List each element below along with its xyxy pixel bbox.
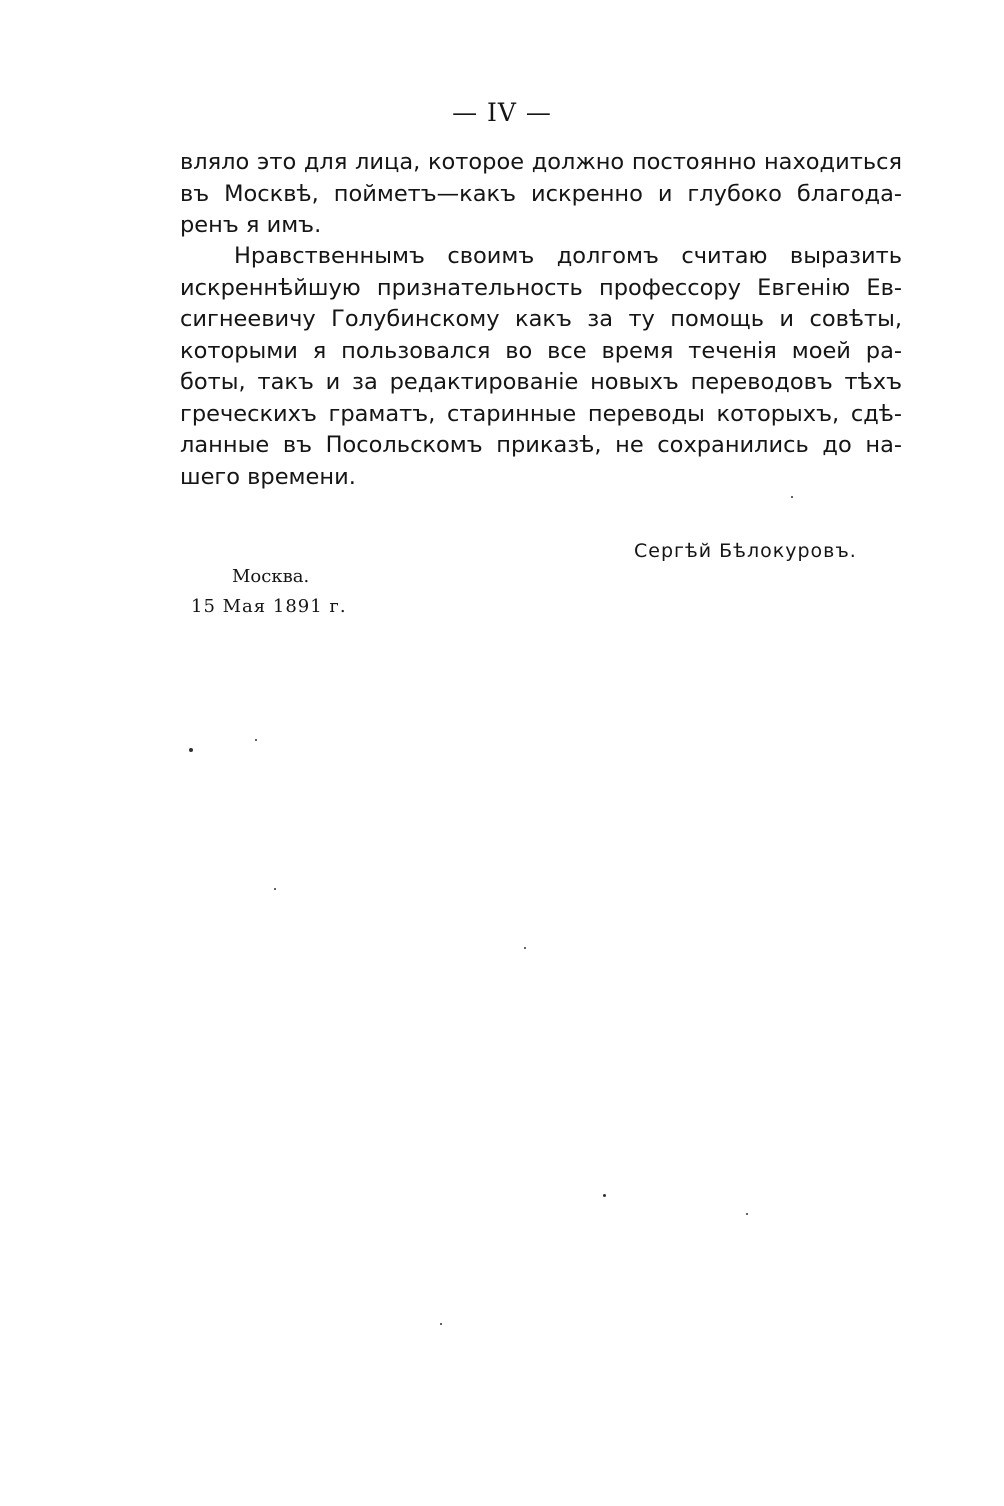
- text-line: шего времени.: [180, 463, 356, 490]
- paragraph-continuation: [180, 147, 902, 242]
- date-of-writing: 15 Мая 1891 г.: [191, 596, 347, 617]
- scan-speck: [440, 1323, 442, 1325]
- text-line: искреннѣйшую признательность профессору Евгенію Ев-: [180, 274, 902, 301]
- scan-speck: [603, 1194, 606, 1197]
- text-line: въ Москвѣ, пойметъ—какъ искренно и глубоко благода-: [180, 180, 902, 207]
- scan-speck: [746, 1213, 748, 1215]
- place-of-writing: Москва.: [232, 566, 310, 587]
- text-line: греческихъ граматъ, старинные переводы которыхъ, сдѣ-: [180, 400, 902, 427]
- text-line: которыми я пользовался во все время теченія моей ра-: [180, 337, 902, 364]
- text-line: боты, такъ и за редактированіе новыхъ переводовъ тѣхъ: [180, 369, 902, 395]
- author-signature: Сергѣй Бѣлокуровъ.: [634, 540, 857, 562]
- scan-speck: [255, 739, 257, 741]
- text-line: вляло это для лица, которое должно постоянно находиться: [180, 149, 902, 175]
- paragraph-acknowledgement: [180, 241, 902, 493]
- page-number: — IV —: [452, 98, 552, 127]
- text-line: сигнеевичу Голубинскому какъ за ту помощь и совѣты,: [180, 306, 902, 332]
- scan-speck: [189, 748, 193, 752]
- scan-speck: [274, 888, 276, 890]
- text-line: ланные въ Посольскомъ приказѣ, не сохранились до на-: [180, 432, 902, 458]
- text-line: ренъ я имъ.: [180, 212, 322, 238]
- scan-speck: [791, 496, 793, 498]
- text-line: Нравственнымъ своимъ долгомъ считаю выразить: [234, 243, 902, 269]
- scan-speck: [524, 947, 526, 949]
